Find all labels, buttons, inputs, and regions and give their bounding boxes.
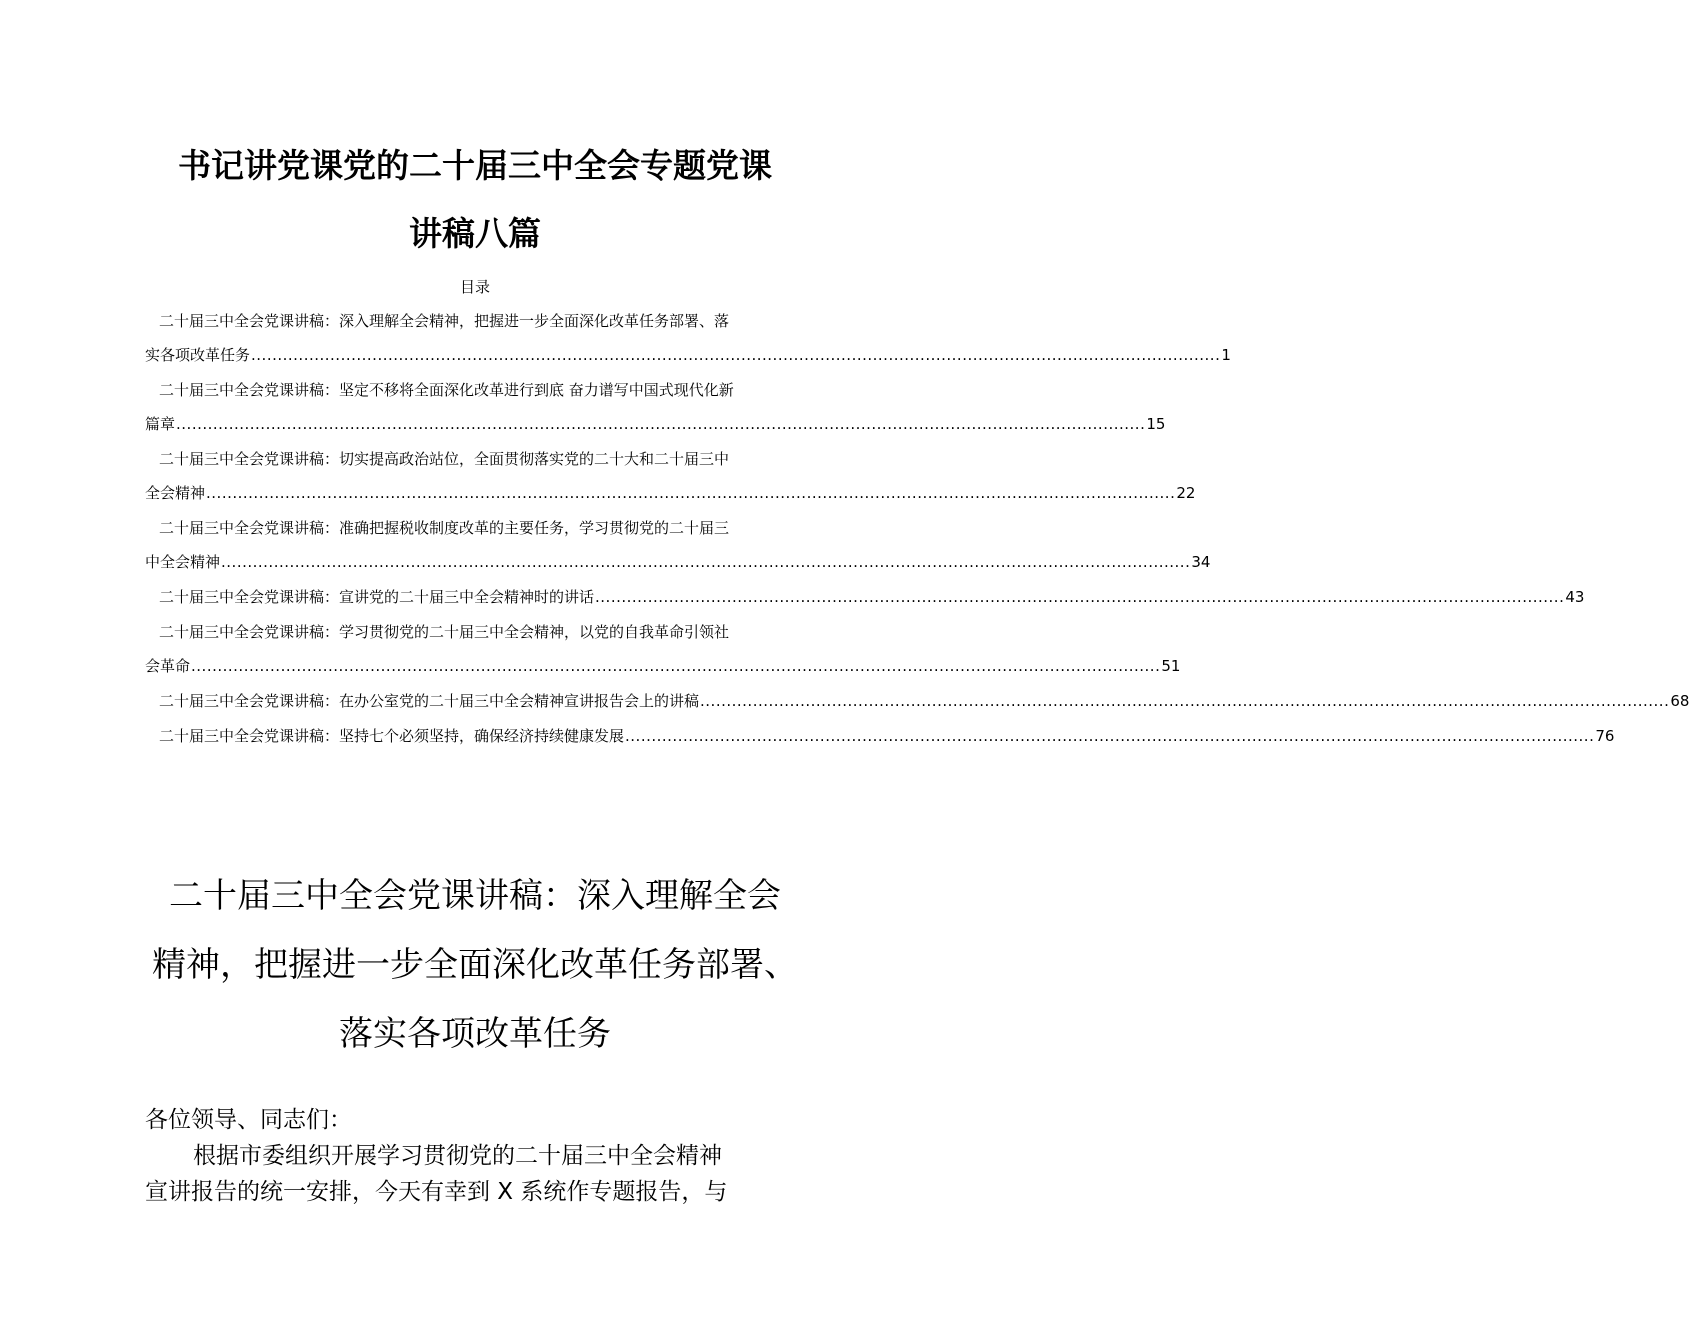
toc-page-number: 34	[1191, 553, 1211, 571]
toc-entry-title-cont: 会革命	[145, 657, 191, 675]
toc-leader-dots: ........................................................................................................................................................................................	[595, 588, 1565, 606]
toc-page-number: 22	[1176, 484, 1196, 502]
toc-entry-title: 二十届三中全会党课讲稿：深入理解全会精神，把握进一步全面深化改革任务部署、落	[159, 312, 730, 330]
paragraph-line-1: 根据市委组织开展学习贯彻党的二十届三中全会精神	[193, 1143, 722, 1169]
toc-entry-title: 二十届三中全会党课讲稿：切实提高政治站位，全面贯彻落实党的二十大和二十届三中	[159, 450, 730, 468]
toc-page-number: 15	[1146, 415, 1166, 433]
toc-page-number: 51	[1161, 657, 1181, 675]
toc-entry-title: 二十届三中全会党课讲稿：宣讲党的二十届三中全会精神时的讲话	[159, 588, 595, 606]
toc-entry-title-cont: 篇章	[145, 415, 176, 433]
toc-entry-title-cont: 中全会精神	[145, 553, 221, 571]
toc-heading: 目录	[459, 278, 490, 296]
toc-page-number: 68	[1670, 692, 1689, 710]
toc-page-number: 43	[1565, 588, 1585, 606]
section-title	[145, 862, 805, 1069]
document-title-line-2: 讲稿八篇	[409, 214, 541, 253]
toc-entry-title: 二十届三中全会党课讲稿：坚持七个必须坚持，确保经济持续健康发展	[159, 727, 625, 745]
toc-page-number: 1	[1221, 346, 1231, 364]
toc-page-number: 76	[1595, 727, 1615, 745]
greeting: 各位领导、同志们：	[145, 1107, 352, 1133]
toc-leader-dots: ........................................................................................................................................................................................	[700, 692, 1670, 710]
toc-entry-title: 二十届三中全会党课讲稿：学习贯彻党的二十届三中全会精神，以党的自我革命引领社	[159, 623, 730, 641]
toc-entry-title-cont: 全会精神	[145, 484, 206, 502]
toc-leader-dots: ........................................................................................................................................................................................	[206, 484, 1176, 502]
section-title-line-3: 落实各项改革任务	[339, 1014, 611, 1054]
toc-leader-dots: ........................................................................................................................................................................................	[221, 553, 1191, 571]
toc-entry-title: 二十届三中全会党课讲稿：准确把握税收制度改革的主要任务，学习贯彻党的二十届三	[159, 519, 730, 537]
toc-leader-dots: ........................................................................................................................................................................................	[625, 727, 1595, 745]
toc-entry-title-cont: 实各项改革任务	[145, 346, 251, 364]
toc-entry-title: 二十届三中全会党课讲稿：坚定不移将全面深化改革进行到底 奋力谱写中国式现代化新	[159, 381, 734, 399]
toc-entry-title: 二十届三中全会党课讲稿：在办公室党的二十届三中全会精神宣讲报告会上的讲稿	[159, 692, 700, 710]
toc-leader-dots: ........................................................................................................................................................................................	[251, 346, 1221, 364]
section-title-line-2: 精神，把握进一步全面深化改革任务部署、	[152, 945, 798, 985]
document-title-line-1: 书记讲党课党的二十届三中全会专题党课	[178, 146, 772, 185]
paragraph-line-2: 宣讲报告的统一安排，今天有幸到 X 系统作专题报告，与	[145, 1179, 728, 1205]
toc-leader-dots: ........................................................................................................................................................................................	[191, 657, 1161, 675]
body-paragraph	[145, 1138, 805, 1210]
section-title-line-1: 二十届三中全会党课讲稿：深入理解全会	[169, 876, 781, 916]
document-title	[145, 132, 805, 268]
toc-leader-dots: ........................................................................................................................................................................................	[176, 415, 1146, 433]
